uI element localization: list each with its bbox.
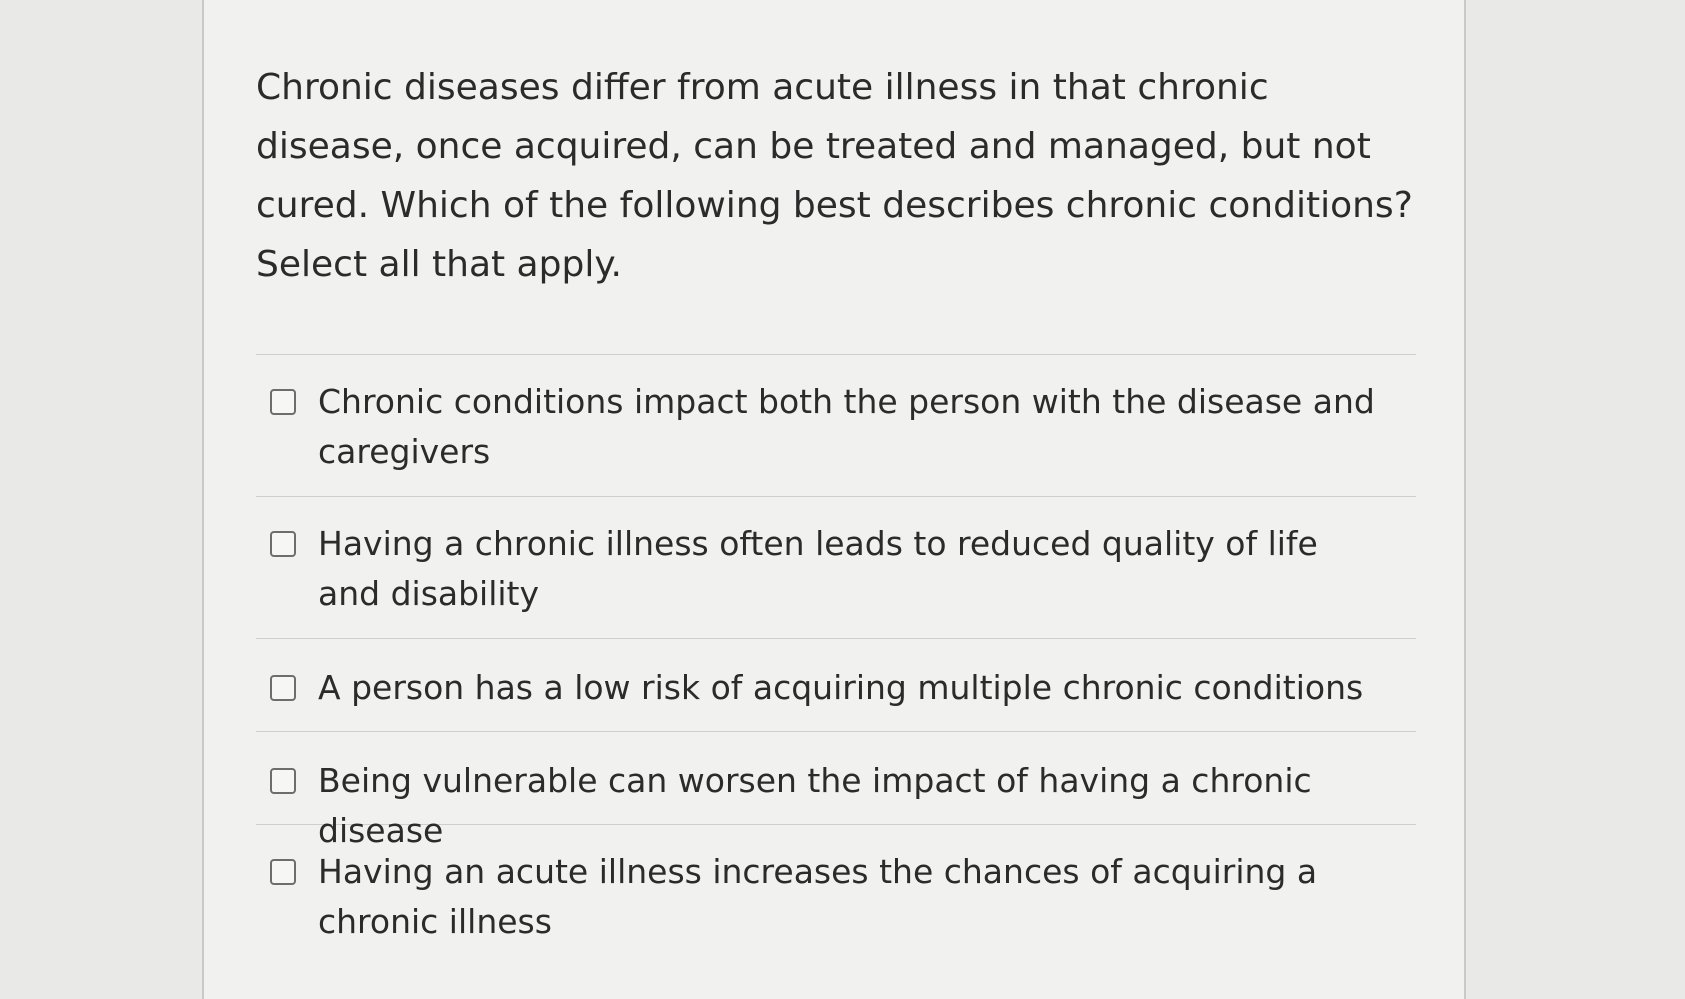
answer-options [256, 354, 1416, 966]
checkbox-icon[interactable] [270, 675, 296, 701]
option-label: A person has a low risk of acquiring multiple chronic conditions [318, 668, 1364, 707]
option-label: Being vulnerable can worsen the impact of having a chronic disease [318, 761, 1312, 850]
answer-option-1[interactable] [256, 354, 1416, 496]
checkbox-icon[interactable] [270, 531, 296, 557]
answer-option-4[interactable] [256, 731, 1416, 850]
question-text: Chronic diseases differ from acute illness in that chronic disease, once acquired, can be treated and managed, but not cured. Which of the following best describes chronic conditions? Select all that apply. [256, 67, 1413, 285]
checkbox-icon[interactable] [270, 389, 296, 415]
answer-option-3[interactable] [256, 638, 1416, 731]
answer-option-2[interactable] [256, 496, 1416, 638]
option-label: Chronic conditions impact both the person with the disease and caregivers [318, 382, 1375, 471]
option-label: Having an acute illness increases the chances of acquiring a chronic illness [318, 852, 1318, 941]
checkbox-icon[interactable] [270, 859, 296, 885]
question-panel [202, 0, 1466, 999]
checkbox-icon[interactable] [270, 768, 296, 794]
option-label: Having a chronic illness often leads to reduced quality of life and disability [318, 524, 1318, 613]
